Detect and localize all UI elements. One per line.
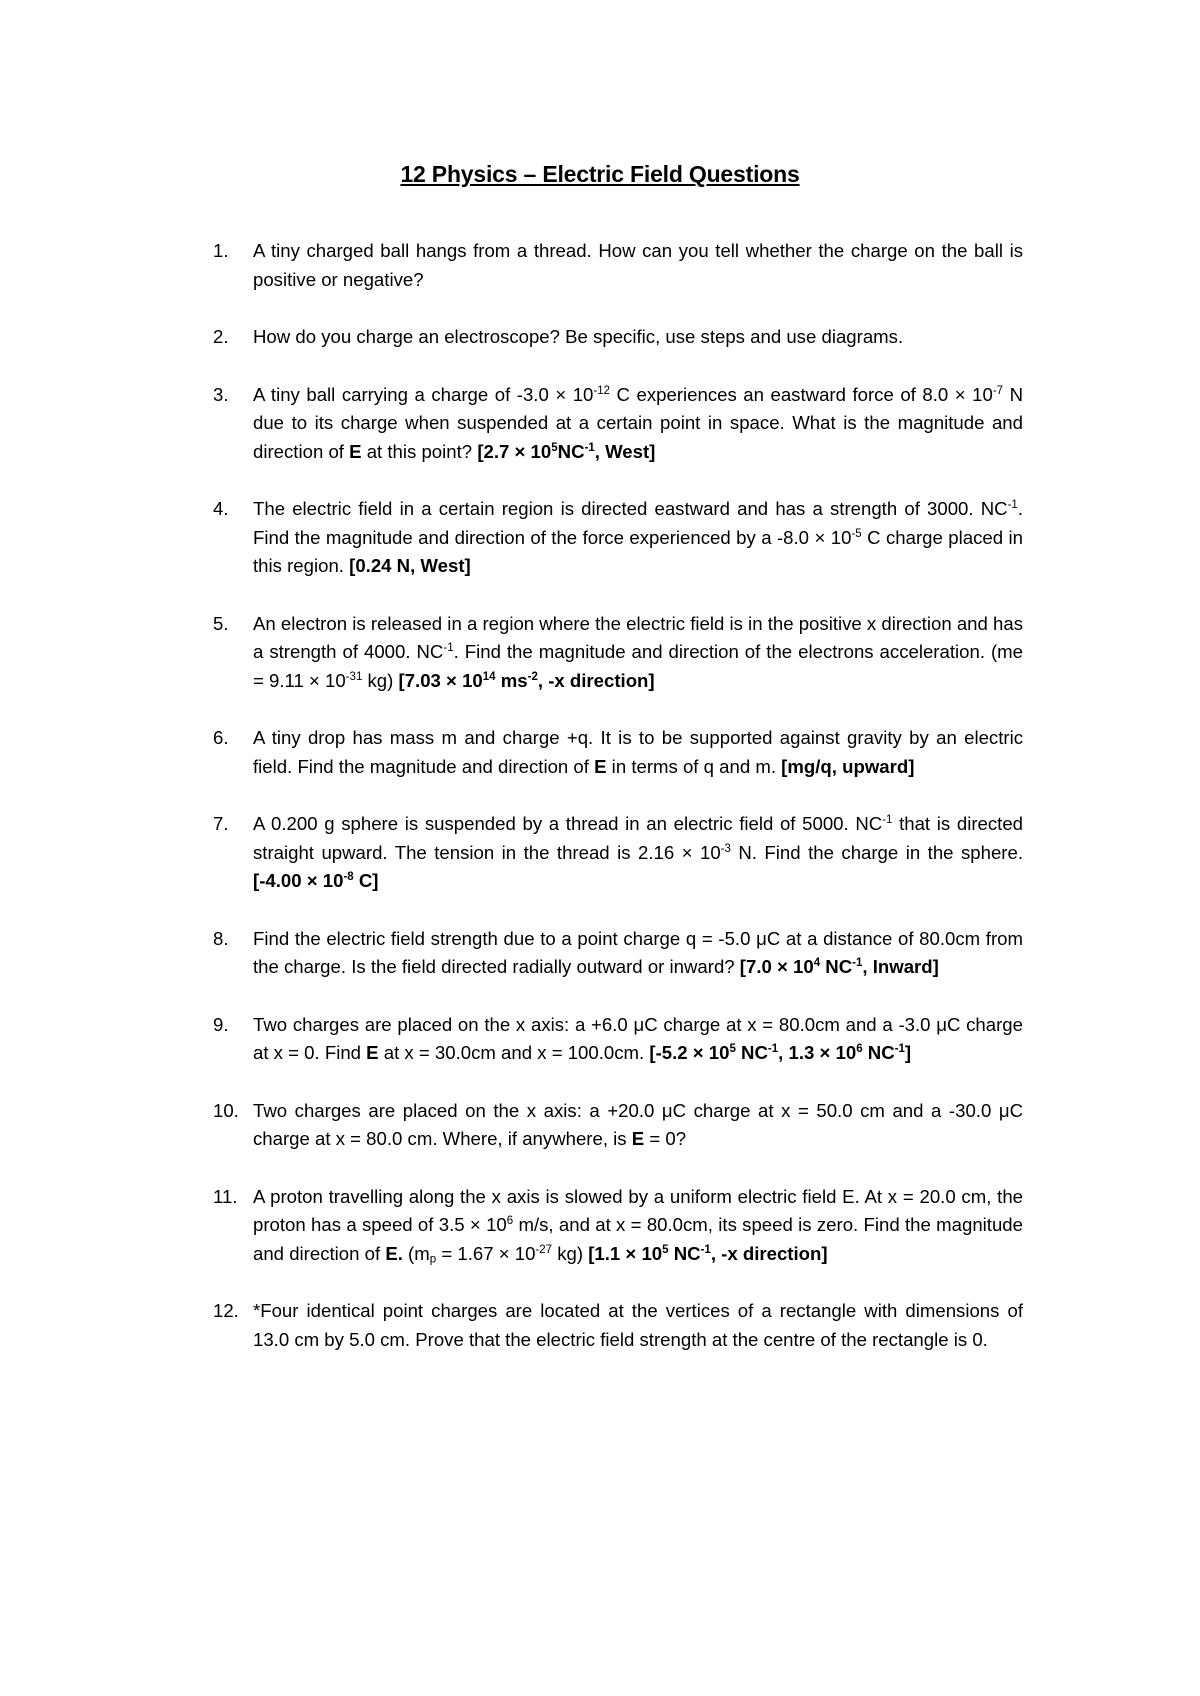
- answer-text: -8: [343, 870, 354, 883]
- answer-text: E.: [385, 1242, 403, 1264]
- answer-text: NC: [862, 1042, 895, 1063]
- question-text-segment: . Find the magnitude and direction of the force experienced by a -8.0 × 10: [253, 498, 1023, 548]
- question-number: 5.: [213, 612, 229, 634]
- question-text-segment: *Four identical point charges are located at the vertices of a rectangle with dimensions of 13.0 cm by 5.0 cm. Prove that the electric field strength at the centre of the rectangle is 0.: [253, 1300, 1023, 1350]
- question-item: [213, 495, 1023, 581]
- page-title: 12 Physics – Electric Field Questions: [400, 161, 800, 188]
- question-item: [213, 237, 1023, 294]
- question-text: [253, 724, 1023, 781]
- answer-text: 4: [813, 956, 821, 969]
- question-text: [253, 323, 1023, 352]
- question-number: 10.: [213, 1099, 239, 1121]
- answer-text: 14: [482, 670, 496, 683]
- answer-text: NC: [820, 956, 853, 977]
- answer-text: ]: [904, 1042, 912, 1063]
- question-text-segment: . Find the magnitude and direction of the electrons acceleration. (me = 9.11 × 10: [253, 641, 1023, 691]
- question-number: 2.: [213, 326, 229, 347]
- question-text-segment: N. Find the charge in the sphere.: [730, 841, 1023, 863]
- question-text-segment: A tiny ball carrying a charge of -3.0 × 10: [253, 383, 594, 405]
- answer-text: , West]: [594, 440, 656, 462]
- question-text-segment: N due to its charge when suspended at a certain point in space. What is the magnitude and direction of: [253, 383, 1023, 462]
- question-item: [213, 724, 1023, 781]
- answer-text: 5: [551, 441, 558, 454]
- question-number: 4.: [213, 498, 229, 519]
- question-text-segment: at x = 30.0cm and x = 100.0cm.: [378, 1042, 650, 1063]
- question-text-segment: at this point?: [361, 440, 478, 462]
- question-text-segment: Two charges are placed on the x axis: a +6.0 μC charge at x = 80.0cm and a -3.0 μC charge at x = 0. Find: [253, 1013, 1023, 1063]
- answer-text: 5: [662, 1243, 669, 1256]
- question-text-segment: A 0.200 g sphere is suspended by a thread in an electric field of 5000. NC: [253, 813, 883, 834]
- answer-text: ms: [495, 669, 528, 691]
- answer-text: NC: [735, 1042, 768, 1063]
- question-text-segment: = 1.67 × 10: [436, 1242, 536, 1264]
- question-item: [213, 323, 1023, 352]
- question-item: [213, 381, 1023, 467]
- question-text: [253, 1183, 1023, 1269]
- question-text-segment: -3: [720, 842, 731, 855]
- question-text-segment: Find the electric field strength due to a point charge q = -5.0 μC at a distance of 80.0cm from the charge. Is the field directed radially outward or inward?: [253, 927, 1023, 977]
- answer-text: -1: [852, 956, 863, 969]
- question-text-segment: that is directed straight upward. The tension in the thread is 2.16 × 10: [253, 813, 1023, 863]
- answer-text: , -x direction]: [537, 669, 655, 691]
- question-text: [253, 925, 1023, 982]
- question-text-segment: kg): [362, 669, 399, 691]
- answer-text: , 1.3 × 10: [778, 1042, 857, 1063]
- answer-text: -1: [700, 1243, 711, 1256]
- question-number: 6.: [213, 727, 229, 748]
- question-text-segment: in terms of q and m.: [606, 755, 782, 777]
- answer-text: , Inward]: [862, 956, 939, 977]
- question-text-segment: kg): [552, 1242, 589, 1264]
- answer-text: 6: [856, 1042, 863, 1055]
- question-text-segment: p: [429, 1252, 437, 1265]
- answer-text: [-5.2 × 10: [649, 1042, 730, 1063]
- question-text: [253, 495, 1023, 581]
- answer-text: 5: [729, 1042, 736, 1055]
- question-text: [253, 810, 1023, 896]
- answer-text: [mg/q, upward]: [781, 755, 915, 777]
- answer-text: -2: [527, 670, 538, 683]
- answer-text: E: [349, 440, 362, 462]
- question-text: [253, 1097, 1023, 1154]
- question-item: [213, 1011, 1023, 1068]
- question-text-segment: Two charges are placed on the x axis: a +20.0 μC charge at x = 50.0 cm and a -30.0 μC charge at x = 80.0 cm. Where, if anywhere, is: [253, 1099, 1023, 1149]
- question-text-segment: -1: [882, 813, 893, 826]
- answer-text: , -x direction]: [710, 1242, 828, 1264]
- question-text-segment: -31: [345, 670, 363, 683]
- question-number: 3.: [213, 383, 229, 405]
- answer-text: NC: [557, 440, 585, 462]
- answer-text: E: [631, 1128, 645, 1149]
- question-text-segment: A tiny drop has mass m and charge +q. It is to be supported against gravity by an electric field. Find the magnitude and direction of: [253, 727, 1023, 777]
- answer-text: E: [366, 1042, 379, 1063]
- question-text-segment: -5: [851, 527, 862, 540]
- question-text-segment: A tiny charged ball hangs from a thread. How can you tell whether the charge on the ball is positive or negative?: [253, 240, 1023, 290]
- question-list: [213, 237, 1023, 1383]
- question-item: [213, 1097, 1023, 1154]
- question-text: [253, 237, 1023, 294]
- answer-text: -1: [767, 1042, 779, 1055]
- question-text-segment: A proton travelling along the x axis is slowed by a uniform electric field E. At x = 20.0 cm, the proton has a speed of 3.5 × 10: [253, 1185, 1023, 1235]
- answer-text: [7.0 × 10: [739, 956, 814, 977]
- question-item: [213, 925, 1023, 982]
- answer-text: C]: [353, 870, 379, 891]
- question-text-segment: C experiences an eastward force of 8.0 × 10: [610, 383, 993, 405]
- question-number: 12.: [213, 1300, 239, 1321]
- answer-text: -1: [894, 1042, 905, 1055]
- question-item: [213, 1183, 1023, 1269]
- question-text-segment: How do you charge an electroscope? Be specific, use steps and use diagrams.: [253, 326, 904, 347]
- question-text-segment: = 0?: [644, 1128, 687, 1149]
- question-text-segment: The electric field in a certain region is directed eastward and has a strength of 3000. NC: [253, 498, 1008, 519]
- question-item: [213, 810, 1023, 896]
- question-text-segment: An electron is released in a region where the electric field is in the positive x direction and has a strength of 4000. NC: [253, 612, 1023, 662]
- answer-text: E: [594, 755, 607, 777]
- answer-text: [-4.00 × 10: [253, 870, 344, 891]
- answer-text: NC: [668, 1242, 701, 1264]
- question-number: 11.: [213, 1185, 238, 1207]
- answer-text: [0.24 N, West]: [349, 555, 471, 576]
- question-item: [213, 1297, 1023, 1354]
- question-text-segment: -1: [1007, 498, 1018, 511]
- question-text-segment: -7: [992, 384, 1004, 397]
- answer-text: -1: [584, 441, 595, 454]
- question-text-segment: m/s, and at x = 80.0cm, its speed is zero. Find the magnitude and direction of: [253, 1214, 1023, 1264]
- question-text-segment: -12: [593, 384, 611, 397]
- question-text-segment: -1: [443, 641, 454, 654]
- question-text: [253, 1011, 1023, 1068]
- question-text-segment: (m: [402, 1242, 430, 1264]
- answer-text: [7.03 × 10: [398, 669, 483, 691]
- question-text: [253, 610, 1023, 696]
- question-number: 8.: [213, 927, 229, 949]
- answer-text: [1.1 × 10: [588, 1242, 663, 1264]
- question-text-segment: 6: [506, 1214, 514, 1227]
- question-text: [253, 381, 1023, 467]
- answer-text: [2.7 × 10: [477, 440, 552, 462]
- question-text-segment: C charge placed in this region.: [253, 526, 1023, 576]
- question-number: 1.: [213, 240, 229, 261]
- question-text: [253, 1297, 1023, 1354]
- question-text-segment: -27: [535, 1243, 553, 1256]
- question-number: 7.: [213, 813, 229, 834]
- question-item: [213, 610, 1023, 696]
- question-number: 9.: [213, 1013, 229, 1035]
